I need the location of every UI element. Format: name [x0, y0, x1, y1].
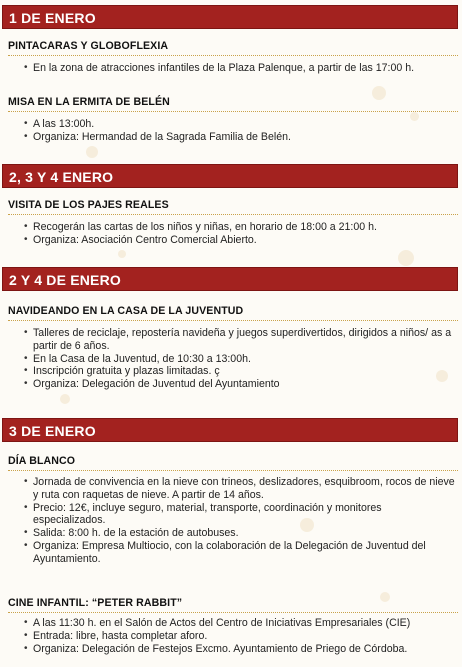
list-item: • Entrada: libre, hasta completar aforo. — [24, 629, 208, 642]
event-details — [24, 221, 456, 247]
bullet-icon: • — [24, 327, 28, 338]
background-ornament — [60, 394, 70, 404]
section-heading: 2, 3 Y 4 ENERO — [2, 164, 458, 188]
bullet-icon: • — [24, 378, 28, 390]
event-title: PINTACARAS Y GLOBOFLEXIA — [8, 40, 169, 52]
bullet-icon: • — [24, 617, 28, 628]
event-details — [24, 327, 456, 391]
bullet-icon: • — [24, 539, 28, 551]
section-heading: 3 DE ENERO — [2, 418, 458, 442]
event-details — [24, 476, 456, 566]
bullet-icon: • — [24, 130, 28, 142]
event-details — [24, 62, 456, 75]
title-divider — [8, 214, 458, 215]
title-divider — [8, 470, 458, 471]
list-item: • Organiza: Asociación Centro Comercial Abierto. — [24, 233, 257, 246]
bullet-icon: • — [24, 233, 28, 245]
background-ornament — [86, 146, 98, 158]
bullet-icon: • — [24, 527, 28, 539]
title-divider — [8, 612, 458, 613]
section-heading: 2 Y 4 DE ENERO — [2, 267, 458, 291]
list-item: • A las 11:30 h. en el Salón de Actos del Centro de Iniciativas Empresariales (CIE) — [24, 617, 411, 629]
background-ornament — [380, 592, 390, 602]
event-details — [24, 118, 456, 144]
bullet-icon: • — [24, 476, 28, 487]
background-ornament — [372, 86, 386, 100]
event-title: CINE INFANTIL: “PETER RABBIT” — [8, 597, 183, 609]
event-title: NAVIDEANDO EN LA CASA DE LA JUVENTUD — [8, 305, 244, 317]
title-divider — [8, 111, 458, 112]
bullet-icon: • — [24, 365, 28, 377]
list-item: • Recogerán las cartas de los niños y niñas, en horario de 18:00 a 21:00 h. — [24, 221, 377, 233]
bullet-icon: • — [24, 62, 28, 73]
bullet-icon: • — [24, 352, 28, 364]
list-item: • En la zona de atracciones infantiles de la Plaza Palenque, a partir de las 17:00 h. — [24, 62, 415, 74]
event-title: DÍA BLANCO — [8, 455, 76, 467]
list-item: • Precio: 12€, incluye seguro, material, transporte, coordinación y monitores especializados. — [24, 501, 382, 527]
list-item: • Organiza: Hermandad de la Sagrada Familia de Belén. — [24, 130, 291, 143]
bullet-icon: • — [24, 118, 28, 129]
list-item: • Organiza: Empresa Multiocio, con la colaboración de la Delegación de Juventud del Ayuntamiento. — [24, 539, 426, 565]
list-item: • En la Casa de la Juventud, de 10:30 a 13:00h. — [24, 352, 251, 365]
title-divider — [8, 55, 458, 56]
list-item: • Organiza: Delegación de Juventud del Ayuntamiento — [24, 378, 280, 391]
list-item: • Inscripción gratuita y plazas limitadas. ç — [24, 365, 220, 378]
section-heading: 1 DE ENERO — [2, 5, 458, 29]
bullet-icon: • — [24, 221, 28, 232]
bullet-icon: • — [24, 501, 28, 513]
background-ornament — [398, 250, 414, 266]
title-divider — [8, 320, 458, 321]
list-item: • Talleres de reciclaje, repostería navideña y juegos superdivertidos, dirigidos a niños/ as a partir de 6 años. — [24, 327, 452, 352]
list-item: • Jornada de convivencia en la nieve con trineos, deslizadores, esquibroom, rocos de nieve y ruta con raquetas de nieve. A partir de 14 años. — [24, 476, 455, 501]
list-item: • Organiza: Delegación de Festejos Excmo. Ayuntamiento de Priego de Córdoba. — [24, 642, 408, 655]
bullet-icon: • — [24, 642, 28, 654]
background-ornament — [118, 250, 126, 258]
event-title: VISITA DE LOS PAJES REALES — [8, 199, 169, 211]
bullet-icon: • — [24, 629, 28, 641]
event-title: MISA EN LA ERMITA DE BELÉN — [8, 96, 170, 108]
list-item: • Salida: 8:00 h. de la estación de autobuses. — [24, 527, 239, 540]
event-details — [24, 617, 456, 655]
list-item: • A las 13:00h. — [24, 118, 95, 130]
